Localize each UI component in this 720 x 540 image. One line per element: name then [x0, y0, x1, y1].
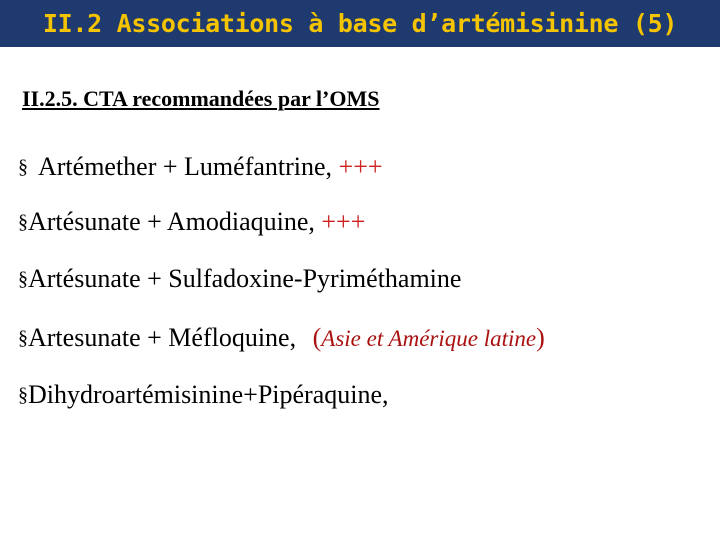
list-item [18, 323, 545, 353]
title-bar [0, 0, 720, 47]
bullet-icon: § [18, 384, 28, 406]
list-item [18, 264, 461, 294]
item-text: Artésunate + Amodiaquine, [28, 207, 322, 236]
section-subtitle: II.2.5. CTA recommandées par l’OMS [22, 86, 380, 111]
list-item [18, 380, 389, 410]
region-note: Asie et Amérique latine [321, 326, 537, 351]
bullet-icon: § [18, 327, 28, 349]
note-close: ) [536, 323, 545, 352]
note-open: ( [312, 323, 322, 352]
item-text: Artésunate + Sulfadoxine-Pyriméthamine [28, 264, 462, 293]
bullet-icon: § [18, 268, 28, 290]
item-text: Artesunate + Méfloquine, [28, 323, 303, 352]
rating-badge: +++ [321, 207, 366, 236]
item-text: Artémether + Luméfantrine, [38, 152, 339, 181]
list-item [18, 207, 365, 237]
slide-title: II.2 Associations à base d’artémisinine (5) [42, 9, 678, 38]
bullet-icon: § [18, 156, 28, 178]
bullet-icon: § [18, 211, 28, 233]
list-item [18, 152, 383, 182]
item-text: Dihydroartémisinine+Pipéraquine, [28, 380, 389, 409]
rating-badge: +++ [338, 152, 383, 181]
